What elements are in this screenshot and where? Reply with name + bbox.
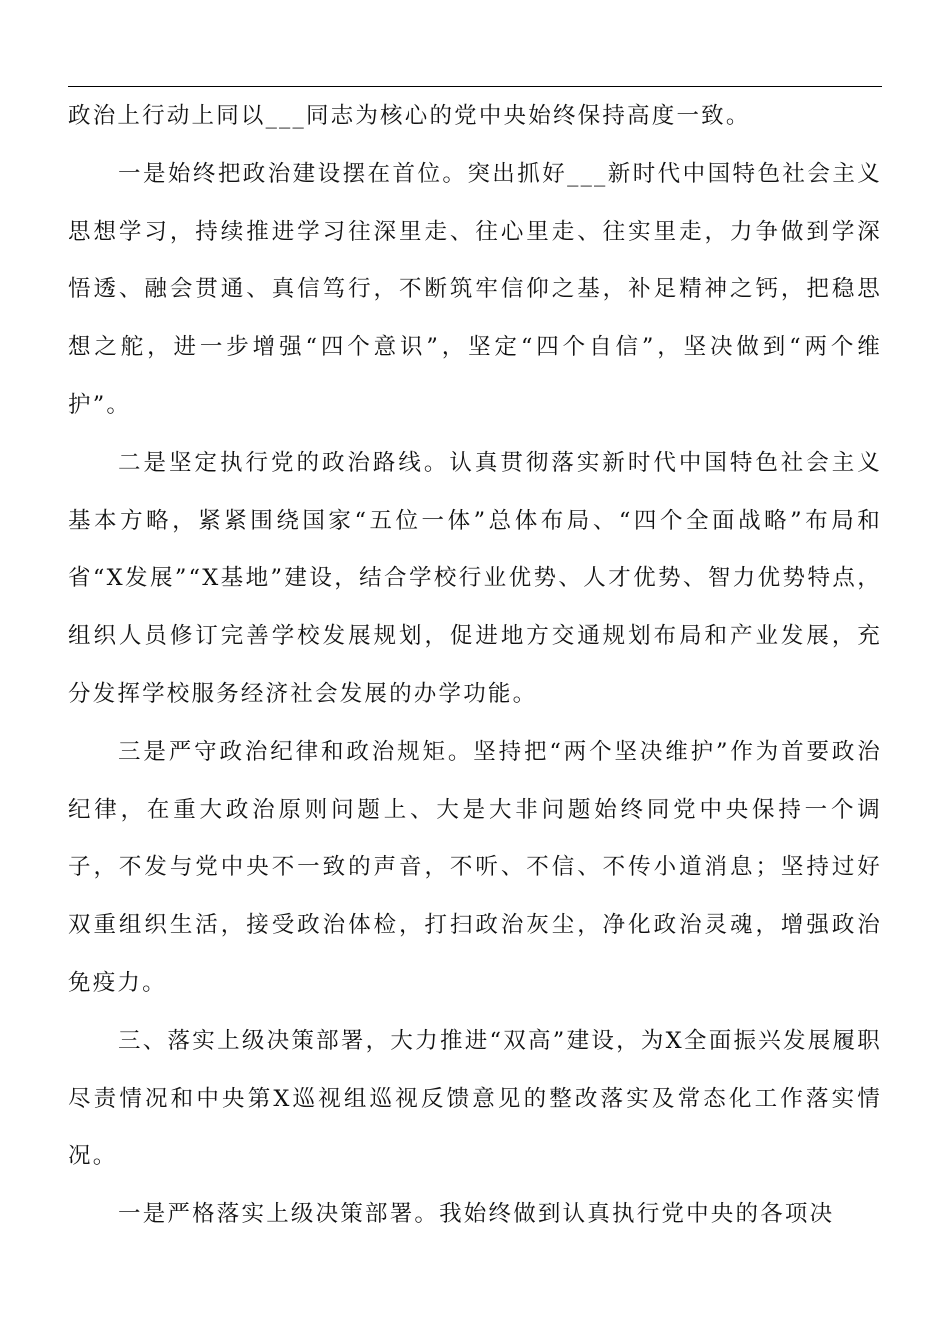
paragraph-1: 政治上行动上同以___同志为核心的党中央始终保持高度一致。 [68, 103, 751, 129]
paragraph-2: 一是始终把政治建设摆在首位。突出抓好___新时代中国特色社会主义思想学习，持续推进学习往深里走、往心里走、往实里走，力争做到学深悟透、融会贯通、真信笃行，不断筑牢信仰之基，补足精神之钙，把稳思想之舵，进一步增强“四个意识”，坚定“四个自信”，坚决做到“两个维护”。 [68, 160, 882, 418]
paragraph-6: 一是严格落实上级决策部署。我始终做到认真执行党中央的各项决 [118, 1201, 835, 1228]
paragraph-5: 三、落实上级决策部署，大力推进“双高”建设，为X全面振兴发展履职尽责情况和中央第X巡视组巡视反馈意见的整改落实及常态化工作落实情况。 [68, 1027, 882, 1170]
paragraph-3: 二是坚定执行党的政治路线。认真贯彻落实新时代中国特色社会主义基本方略，紧紧围绕国家“五位一体”总体布局、“四个全面战略”布局和省“X发展”“X基地”建设，结合学校行业优势、人才优势、智力优势特点，组织人员修订完善学校发展规划，促进地方交通规划布局和产业发展，充分发挥学校服务经济社会发展的办学功能。 [68, 449, 882, 707]
paragraph-4: 三是严守政治纪律和政治规矩。坚持把“两个坚决维护”作为首要政治纪律，在重大政治原则问题上、大是大非问题始终同党中央保持一个调子，不发与党中央不一致的声音，不听、不信、不传小道消息；坚持过好双重组织生活，接受政治体检，打扫政治灰尘，净化政治灵魂，增强政治免疫力。 [68, 738, 882, 996]
document-body [68, 88, 882, 1244]
header-rule [68, 86, 882, 87]
